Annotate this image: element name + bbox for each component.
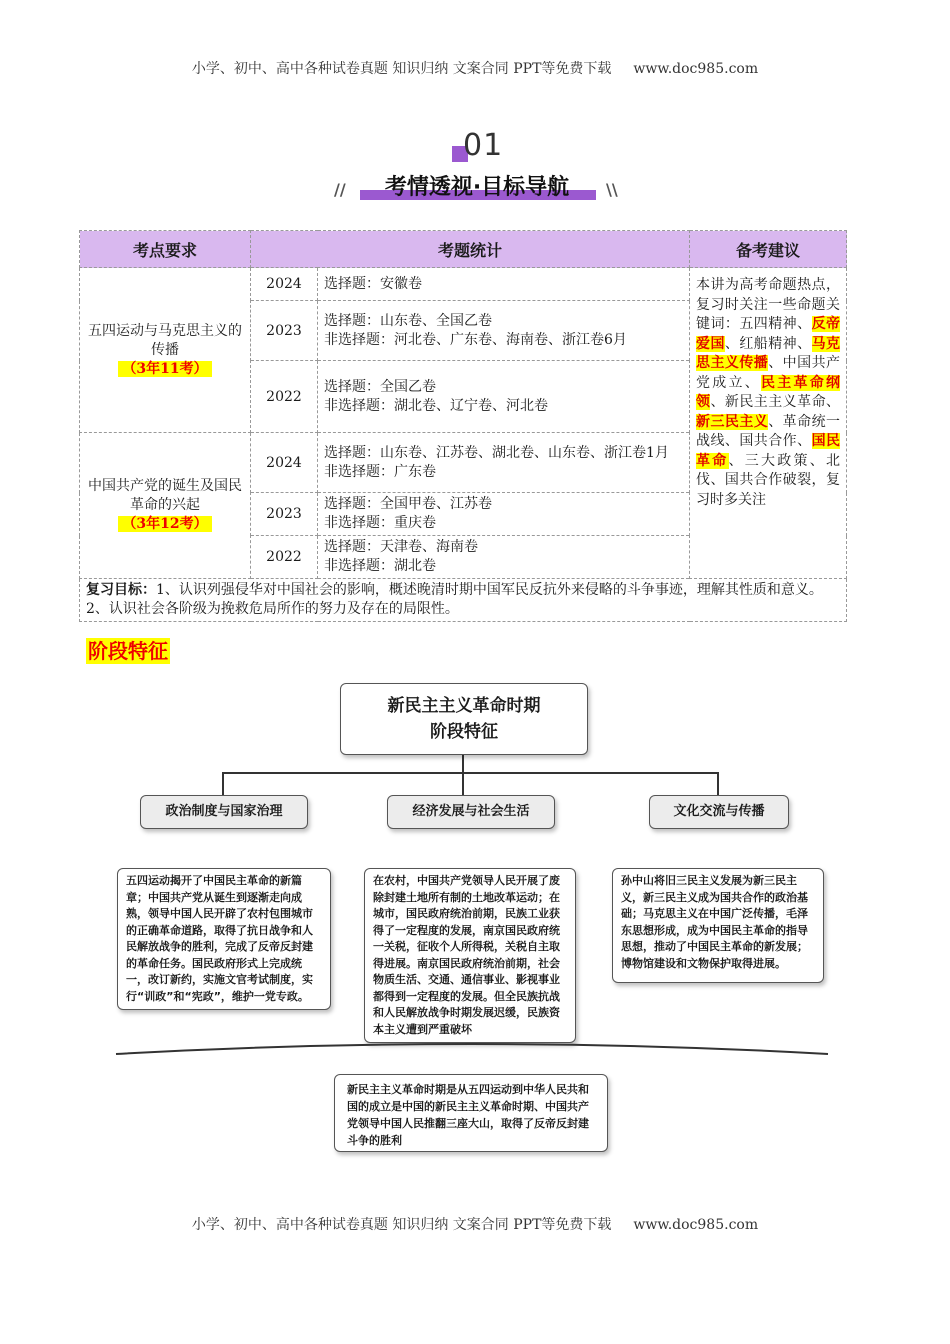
detail-line: 选择题：天津卷、海南卷 — [324, 539, 478, 555]
connector-center — [462, 772, 464, 795]
detail-line: 选择题：安徽卷 — [324, 275, 422, 292]
detail-line: 选择题：山东卷、江苏卷、湖北卷、山东卷、浙江卷1月 — [324, 444, 669, 461]
year-cell: 2024 — [251, 268, 318, 301]
category-politics: 政治制度与国家治理 — [140, 795, 308, 829]
connector-horizontal — [222, 772, 718, 774]
detail-line: 选择题：全国乙卷 — [324, 378, 436, 395]
detail-line: 非选择题：重庆卷 — [324, 515, 436, 531]
connector-right — [717, 772, 719, 795]
advice-keyword: 民主革命纲领 — [696, 374, 840, 410]
year-cell: 2022 — [251, 361, 318, 433]
detail-line: 选择题：全国甲卷、江苏卷 — [324, 496, 492, 512]
advice-cell — [690, 268, 847, 579]
header-url[interactable]: www.doc985.com — [633, 61, 759, 77]
category-culture: 文化交流与传播 — [649, 795, 789, 829]
page-header — [0, 58, 950, 78]
detail-cell — [318, 493, 690, 536]
detail-line: 非选择题：湖北卷 — [324, 558, 436, 574]
detail-cell — [318, 301, 690, 361]
advice-text: 、中国共产党成立、 — [696, 355, 841, 391]
year-cell: 2022 — [251, 536, 318, 579]
header-stats: 考题统计 — [251, 231, 690, 268]
detail-cell — [318, 361, 690, 433]
table-row — [80, 268, 847, 301]
year-cell: 2023 — [251, 301, 318, 361]
section-title: 考情透视·目标导航 — [384, 175, 570, 200]
root-title-line1: 新民主主义革命时期 — [387, 696, 541, 716]
leaf-culture: 孙中山将旧三民主义发展为新三民主义，新三民主义成为国共合作的政治基础；马克思主义在中国广泛传播，毛泽东思想形成，成为中国民主革命的指导思想，推动了中国民主革命的新发展；博物馆建设和文物保护取得进展。 — [612, 868, 824, 983]
leaf-economy: 在农村，中国共产党领导人民开展了废除封建土地所有制的土地改革运动；在城市，国民政府统治前期，民族工业获得了一定程度的发展，南京国民政府统一关税，征收个人所得税，关税自主取得进展。南京国民政府统治前期，社会物质生活、交通、通信事业、影视事业都得到一定程度的发展。但全民族抗战和人民解放战争时期发展迟缓，民族资本主义遭到严重破坏 — [364, 868, 576, 1043]
review-row — [80, 579, 847, 622]
topic-name: 中国共产党的诞生及国民革命的兴起 — [88, 478, 242, 513]
advice-keyword: 反帝爱国 — [696, 316, 841, 352]
detail-cell — [318, 268, 690, 301]
topic-name: 五四运动与马克思主义的传播 — [88, 322, 242, 358]
leaf-politics: 五四运动揭开了中国民主革命的新篇章；中国共产党从诞生到逐渐走向成熟，领导中国人民开辟了农村包围城市的正确革命道路，取得了抗日战争和人民解放战争的胜利，完成了反帝反封建的革命任务。国民政府形式上完成统一，改订新约，实施文官考试制度，实行“训政”和“宪政”，维护一党专政。 — [117, 868, 331, 1010]
left-slash-decoration: // — [334, 180, 346, 199]
stage-features-heading: 阶段特征 — [88, 639, 168, 663]
page-footer — [0, 1214, 950, 1234]
header-topic: 考点要求 — [80, 231, 251, 268]
detail-cell — [318, 433, 690, 493]
detail-line: 非选择题：广东卷 — [324, 463, 436, 480]
table-header-row — [80, 231, 847, 268]
advice-keyword: 国民革命 — [696, 433, 841, 469]
detail-line: 非选择题：河北卷、广东卷、海南卷、浙江卷6月 — [324, 331, 627, 348]
section-number: 01 — [463, 128, 504, 163]
exam-analysis-table — [79, 230, 847, 622]
advice-text: 、革命统一战线、国共合作、 — [696, 413, 841, 449]
year-cell: 2024 — [251, 433, 318, 493]
root-title-line2: 阶段特征 — [430, 722, 498, 742]
category-economy: 经济发展与社会生活 — [387, 795, 555, 829]
connector-left — [222, 772, 224, 795]
review-label: 复习目标： — [86, 582, 156, 598]
header-text: 小学、初中、高中各种试卷真题 知识归纳 文案合同 PPT等免费下载 — [191, 61, 612, 77]
detail-line: 选择题：山东卷、全国乙卷 — [324, 312, 492, 329]
year-cell: 2023 — [251, 493, 318, 536]
advice-keyword: 马克思主义传播 — [696, 335, 841, 371]
detail-cell — [318, 536, 690, 579]
advice-keyword: 新三民主义 — [696, 413, 769, 430]
header-advice: 备考建议 — [690, 231, 847, 268]
review-cell — [80, 579, 847, 622]
right-slash-decoration: \\ — [606, 180, 618, 199]
topic-count: （3年12考） — [118, 516, 211, 532]
advice-text: 本讲为高考命题热点，复习时关注一些命题关键词：五四精神、 — [696, 277, 840, 332]
detail-line: 非选择题：湖北卷、辽宁卷、河北卷 — [324, 397, 548, 414]
diagram-summary-node: 新民主主义革命时期是从五四运动到中华人民共和国的成立是中国的新民主主义革命时期、中国共产党领导中国人民推翻三座大山，取得了反帝反封建斗争的胜利 — [334, 1074, 608, 1152]
topic-count: （3年11考） — [118, 361, 211, 377]
summary-brace — [112, 1038, 832, 1068]
advice-text: 、新民主主义革命、 — [710, 394, 841, 410]
topic-cell-2 — [80, 433, 251, 579]
advice-text: 、红船精神、 — [724, 335, 812, 352]
review-goal-1: 1、认识列强侵华对中国社会的影响，概述晚清时期中国军民反抗外来侵略的斗争事迹，理解其性质和意义。 — [156, 582, 823, 598]
connector-root-stem — [462, 753, 464, 773]
review-goal-2: 2、认识社会各阶级为挽救危局所作的努力及存在的局限性。 — [86, 601, 459, 617]
topic-cell-1 — [80, 268, 251, 433]
section-title-block — [352, 170, 602, 202]
advice-text: 、三大政策、北伐、国共合作破裂，复习时多关注 — [696, 452, 840, 508]
footer-url[interactable]: www.doc985.com — [633, 1217, 759, 1233]
diagram-root-node — [340, 683, 588, 755]
footer-text: 小学、初中、高中各种试卷真题 知识归纳 文案合同 PPT等免费下载 — [191, 1217, 612, 1233]
